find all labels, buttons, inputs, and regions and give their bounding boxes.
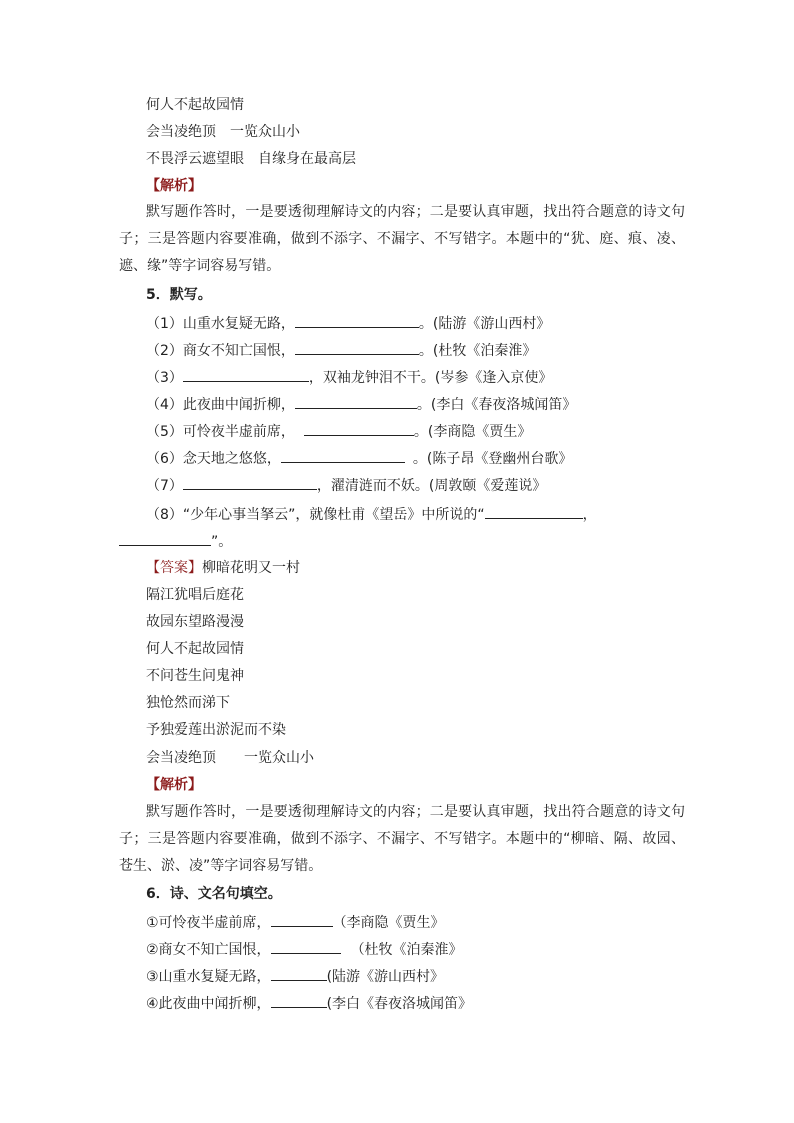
analysis-label: 【解析】 — [146, 178, 202, 194]
item-text: ②商女不知亡国恨， — [146, 942, 271, 958]
answer-blank[interactable] — [485, 504, 583, 519]
answer-text: 柳暗花明又一村 — [202, 560, 300, 576]
item-text: ④此夜曲中闻折柳， — [146, 996, 271, 1012]
answer-line: 何人不起故园情 — [146, 97, 244, 113]
item-text: （1）山重水复疑无路， — [146, 316, 295, 332]
item-source: 。(陆游《游山西村》 — [418, 316, 551, 332]
question-item — [146, 504, 597, 525]
answer-blank[interactable] — [271, 912, 333, 927]
item-text: （3） — [146, 370, 183, 386]
item-source: （杜牧《泊秦淮》 — [350, 942, 463, 958]
question-item — [146, 912, 445, 933]
question-item — [146, 394, 576, 415]
question-item — [146, 993, 472, 1014]
question-item — [146, 421, 531, 442]
item-source: (陆游《游山西村》 — [326, 969, 445, 985]
question-item — [146, 313, 550, 334]
item-source: 。(李商隐《贾生》 — [413, 424, 532, 440]
item-source: (李白《春夜洛城闻笛》 — [326, 996, 473, 1012]
answer-line: 故园东望路漫漫 — [146, 614, 244, 630]
question-item — [146, 367, 552, 388]
answer-blank[interactable] — [304, 421, 414, 436]
item-text: （5）可怜夜半虚前席， — [146, 424, 295, 440]
answer-line: 不畏浮云遮望眼 自缘身在最高层 — [146, 151, 356, 167]
analysis-paragraph: 默写题作答时，一是要透彻理解诗文的内容；二是要认真审题，找出符合题意的诗文句子；三是答题内容要准确，做到不添字、不漏字、不写错字。本题中的“柳暗、隔、故园、苍生、淤、凌”等字词容易写错。 — [119, 804, 685, 874]
answer-line: 不问苍生问鬼神 — [146, 668, 244, 684]
answer-blank[interactable] — [271, 966, 327, 981]
question-item-continued — [119, 531, 232, 552]
answer-blank[interactable] — [295, 394, 417, 409]
answer-blank[interactable] — [281, 448, 405, 463]
item-end: ”。 — [211, 534, 233, 550]
answer-blank[interactable] — [271, 939, 341, 954]
item-text: （8）“少年心事当拏云”，就像杜甫《望岳》中所说的“ — [146, 507, 485, 523]
question-item — [146, 939, 463, 960]
item-source: 。(陈子昂《登幽州台歌》 — [412, 451, 573, 467]
item-text: （7） — [146, 478, 183, 494]
item-source: 。(杜牧《泊秦淮》 — [418, 343, 537, 359]
question-item — [146, 448, 572, 469]
answer-line: 独怆然而涕下 — [146, 695, 230, 711]
answer-blank[interactable] — [271, 993, 327, 1008]
answer-blank[interactable] — [183, 475, 317, 490]
item-source: 。(李白《春夜洛城闻笛》 — [416, 397, 577, 413]
answer-line: 隔江犹唱后庭花 — [146, 587, 244, 603]
answer-line: 会当凌绝顶 一览众山小 — [146, 750, 314, 766]
question-item — [146, 475, 546, 496]
analysis-label: 【解析】 — [146, 777, 202, 793]
item-separator: ， — [582, 507, 597, 523]
answer-blank[interactable] — [295, 340, 419, 355]
question-title: 5．默写。 — [146, 287, 212, 303]
item-source: ，双袖龙钟泪不干。(岑参《逢入京使》 — [308, 370, 553, 386]
item-text: （4）此夜曲中闻折柳， — [146, 397, 295, 413]
item-text: （2）商女不知亡国恨， — [146, 343, 295, 359]
answer-blank[interactable] — [119, 531, 211, 546]
item-source: （李商隐《贾生》 — [332, 915, 445, 931]
item-source: ，濯清涟而不妖。(周敦颐《爱莲说》 — [316, 478, 547, 494]
item-text: （6）念天地之悠悠， — [146, 451, 281, 467]
answer-line: 何人不起故园情 — [146, 641, 244, 657]
item-text: ①可怜夜半虚前席， — [146, 915, 271, 931]
analysis-paragraph: 默写题作答时，一是要透彻理解诗文的内容；二是要认真审题，找出符合题意的诗文句子；三是答题内容要准确，做到不添字、不漏字、不写错字。本题中的“犹、庭、痕、凌、遮、缘”等字词容易写错。 — [119, 204, 685, 274]
question-item — [146, 340, 536, 361]
answer-line — [146, 558, 300, 578]
answer-line: 会当凌绝顶 一览众山小 — [146, 124, 300, 140]
question-title: 6．诗、文名句填空。 — [146, 886, 282, 902]
answer-line: 予独爱莲出淤泥而不染 — [146, 722, 286, 738]
item-text: ③山重水复疑无路， — [146, 969, 271, 985]
answer-blank[interactable] — [295, 313, 419, 328]
answer-blank[interactable] — [183, 367, 309, 382]
answer-label: 【答案】 — [146, 560, 202, 576]
question-item — [146, 966, 444, 987]
